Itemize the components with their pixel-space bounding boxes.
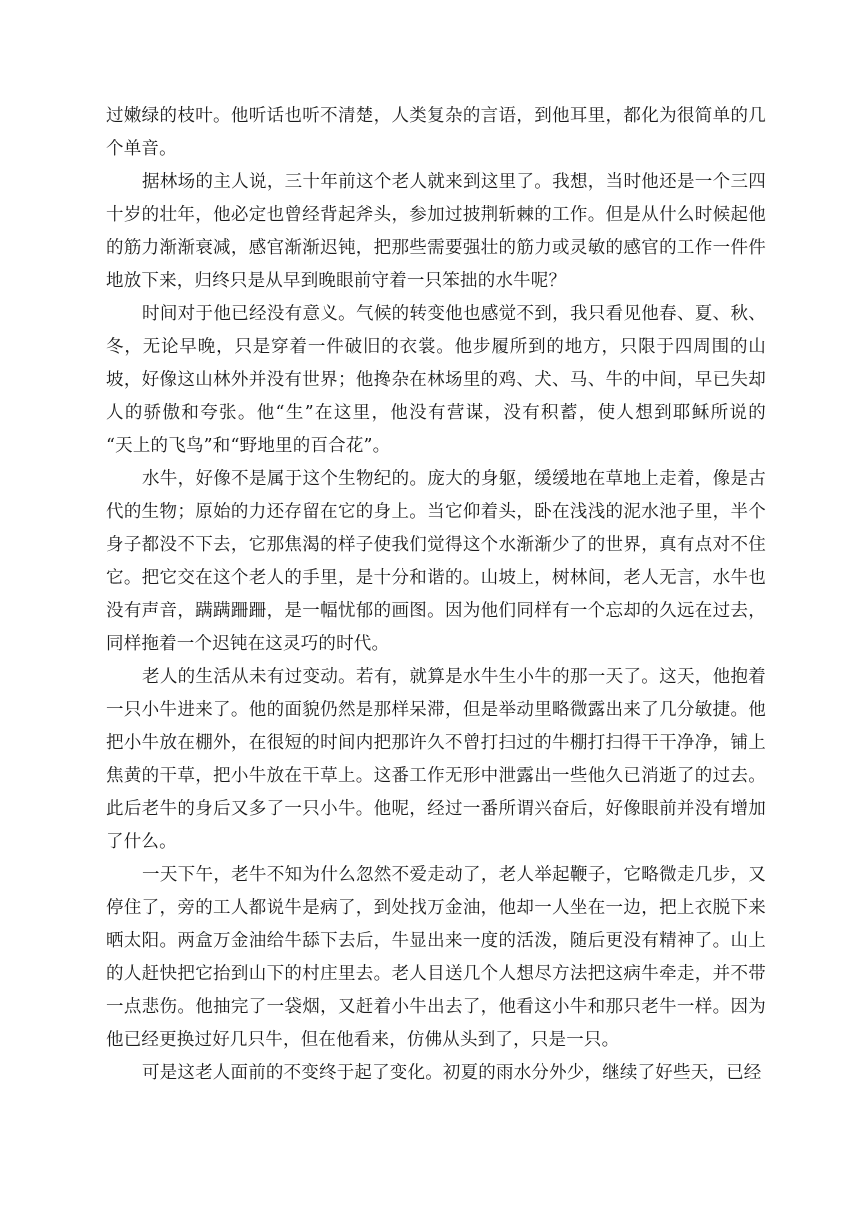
text-line: 它。把它交在这个老人的手里，是十分和谐的。山坡上，树林间，老人无言，水牛也 (106, 568, 766, 588)
text-line: 可是这老人面前的不变终于起了变化。初夏的雨水分外少，继续了好些天，已经 (142, 1063, 762, 1083)
paragraph (106, 463, 766, 661)
text-line: 没有声音，蹒蹒跚跚，是一幅忧郁的画图。因为他们同样有一个忘却的久远在过去， (106, 601, 766, 621)
text-line: 晒太阳。两盒万金油给牛舔下去后，牛显出来一度的活泼，随后更没有精神了。山上 (106, 931, 766, 951)
text-line: 老人的生活从未有过变动。若有，就算是水牛生小牛的那一天了。这天，他抱着 (142, 667, 766, 687)
text-line: 把小牛放在棚外，在很短的时间内把那许久不曾打扫过的牛棚打扫得干干净净，铺上 (106, 733, 766, 753)
text-line: 过嫩绿的枝叶。他听话也听不清楚，人类复杂的言语，到他耳里，都化为很简单的几 (106, 106, 766, 126)
text-line: 了什么。 (106, 832, 177, 852)
text-line: 一只小牛进来了。他的面貌仍然是那样呆滞，但是举动里略微露出来了几分敏捷。他 (106, 700, 766, 720)
text-line: 他已经更换过好几只牛，但在他看来，仿佛从头到了，只是一只。 (106, 1030, 620, 1050)
paragraph (106, 1057, 766, 1090)
article-body (106, 100, 766, 1090)
paragraph (106, 859, 766, 1057)
paragraph (106, 166, 766, 298)
text-line: 停住了，旁的工人都说牛是病了，到处找万金油，他却一人坐在一边，把上衣脱下来 (106, 898, 766, 918)
paragraph (106, 100, 766, 166)
text-line: 坡，好像这山林外并没有世界；他搀杂在林场里的鸡、犬、马、牛的中间，早已失却 (106, 370, 766, 390)
text-line: 同样拖着一个迟钝在这灵巧的时代。 (106, 634, 390, 654)
text-line: 代的生物；原始的力还存留在它的身上。当它仰着头，卧在浅浅的泥水池子里，半个 (106, 502, 766, 522)
text-line: 地放下来，归终只是从早到晚眼前守着一只笨拙的水牛呢？ (106, 271, 567, 291)
text-line: 十岁的壮年，他必定也曾经背起斧头，参加过披荆斩棘的工作。但是从什么时候起他 (106, 205, 766, 225)
text-line: “天上的飞鸟”和“野地里的百合花”。 (106, 436, 391, 456)
paragraph (106, 298, 766, 463)
text-line: 身子都没不下去，它那焦渴的样子使我们觉得这个水渐渐少了的世界，真有点对不住 (106, 535, 766, 555)
text-line: 时间对于他已经没有意义。气候的转变他也感觉不到，我只看见他春、夏、秋、 (142, 304, 766, 324)
text-line: 一点悲伤。他抽完了一袋烟，又赶着小牛出去了，他看这小牛和那只老牛一样。因为 (106, 997, 766, 1017)
text-line: 个单音。 (106, 139, 177, 159)
text-line: 水牛，好像不是属于这个生物纪的。庞大的身躯，缓缓地在草地上走着，像是古 (142, 469, 766, 489)
text-line: 一天下午，老牛不知为什么忽然不爱走动了，老人举起鞭子，它略微走几步，又 (142, 865, 766, 885)
text-line: 冬，无论早晚，只是穿着一件破旧的衣裳。他步履所到的地方，只限于四周围的山 (106, 337, 766, 357)
text-line: 此后老牛的身后又多了一只小牛。他呢，经过一番所谓兴奋后，好像眼前并没有增加 (106, 799, 766, 819)
paragraph (106, 661, 766, 859)
text-line: 的筋力渐渐衰减，感官渐渐迟钝，把那些需要强壮的筋力或灵敏的感官的工作一件件 (106, 238, 766, 258)
text-line: 人的骄傲和夸张。他“生”在这里，他没有营谋，没有积蓄，使人想到耶稣所说的 (106, 403, 766, 423)
text-line: 据林场的主人说，三十年前这个老人就来到这里了。我想，当时他还是一个三四 (142, 172, 766, 192)
text-line: 的人赶快把它抬到山下的村庄里去。老人目送几个人想尽方法把这病牛牵走，并不带 (106, 964, 766, 984)
text-line: 焦黄的干草，把小牛放在干草上。这番工作无形中泄露出一些他久已消逝了的过去。 (106, 766, 766, 786)
